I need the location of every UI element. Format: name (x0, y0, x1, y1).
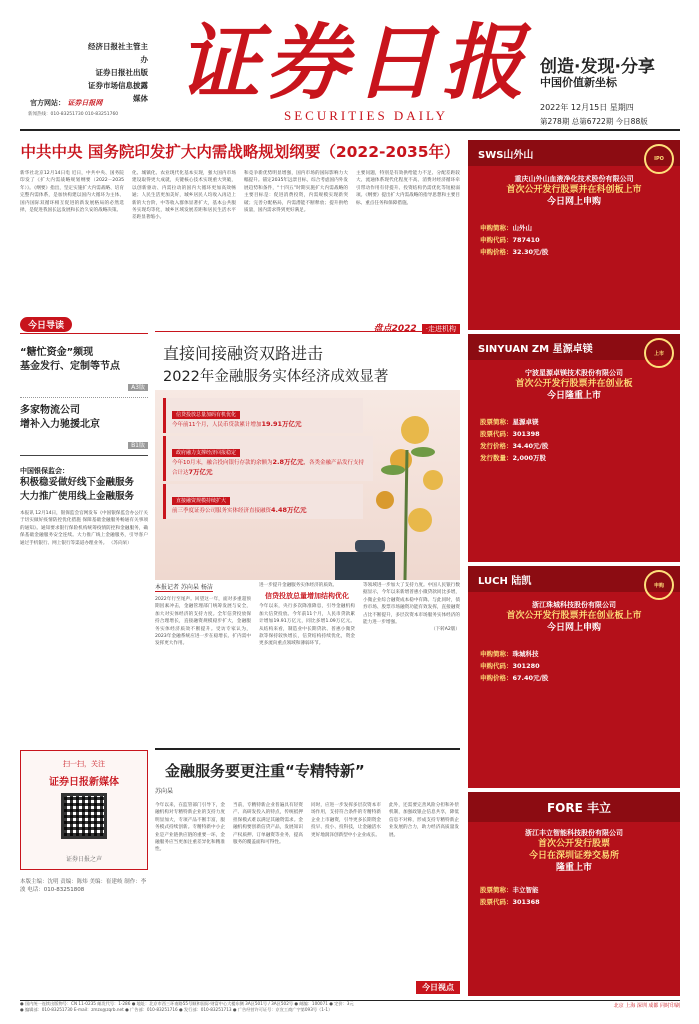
date-line: 2022年 12月15日 星期四 (540, 103, 634, 112)
stamp-icon: 上市 (644, 338, 674, 368)
ad-row-key: 股票简称： (480, 886, 513, 894)
info-3 (163, 484, 363, 519)
ad-row-key: 股票代码： (480, 430, 513, 438)
ad-row (468, 660, 680, 672)
header-rule (20, 129, 680, 131)
ad-row-key: 申购简称： (480, 650, 513, 658)
masthead-logo-text: 证券日报 (178, 15, 530, 111)
ad-row (468, 428, 680, 440)
ad-line2: 今日网上申购 (546, 197, 601, 207)
ad-zhucheng[interactable] (468, 566, 680, 788)
info-1-value: 19.91万亿元 (261, 420, 302, 428)
ad-row (468, 896, 680, 908)
ad-line1: 首次公开发行股票并在创业板上市 (506, 611, 642, 621)
info-3-text (172, 506, 357, 516)
ad-row-value: 787410 (512, 236, 540, 244)
footer-line-3: 北京 上海 深圳 成都 同时印刷 (613, 1003, 680, 1009)
info-2-text-mid: ，各类金融产品发行支持合计达 (172, 460, 365, 476)
website-logo[interactable]: 证券日报网 (67, 99, 103, 107)
info-2-value: 2.8万亿元 (272, 458, 304, 466)
guide-item-2[interactable] (20, 404, 148, 456)
today-tag: 今日视点 (416, 981, 460, 994)
ad-row (468, 672, 680, 684)
ad-brand: SWS山外山 (468, 140, 680, 166)
guide-item-1-title2: 基金发行、定制等节点 (20, 361, 120, 372)
app-box[interactable] (20, 750, 148, 870)
news-body (20, 510, 148, 736)
ad-row (468, 884, 680, 896)
info-1-label: 信贷投放总量加码有机优化 (172, 411, 240, 419)
ad-line2: 今日在深圳证券交易所 (528, 851, 619, 861)
ad-company: 浙江丰立智能科技股份有限公司 (525, 829, 623, 837)
feature-headline-1[interactable]: 直接间接融资双路进击 (163, 344, 324, 363)
lead-col-1: 新华社北京12月14日电 近日，中共中央、国务院印发了《扩大内需战略规划纲要（2022－2035年）》。《纲要》指出，坚定实施扩大内需战略、培育完整内需体系，是加快构建以国内大循环为主体、国内国际双循环相互促进的新发展格局的必然选择，是促进我国长远发展和长治久安的战略决策。 (20, 171, 124, 214)
ad-brand: FORE 丰立 (468, 792, 680, 822)
ad-line1: 首次公开发行股票 (537, 839, 610, 849)
slogan: 创造·发现·分享 (540, 57, 655, 77)
today-header (20, 316, 148, 334)
ad-row-value: 珠城科技 (512, 650, 539, 658)
opinion-col-4: 此外，还需要完善风险分担和补偿机制，加强政银企信息共享，降低信息不对称，形成支持专精特新企业发展的合力，助力经济高质量发展。 (389, 803, 459, 838)
ad-brand: SINYUAN ZM 星源卓镁 (468, 334, 680, 360)
ad-row-value: 丰立智能 (512, 886, 539, 894)
editor-line: 本版主编：沈明 责编：陈炜 美编：崔建岐 制作：李波 电话：010-83251808 (20, 879, 147, 893)
ad-row-value: 67.40元/股 (512, 674, 549, 682)
ad-row-key: 股票简称： (480, 418, 513, 426)
guide-item-1-page: A3版 (128, 384, 148, 391)
info-1-text-pre: 今年前11个月，人民币贷款累计增加 (172, 422, 262, 428)
feature-col-3-body: 等领域进一步加大了支持力度。中国人民银行数据显示，今年以来新增普惠小微贷款同比多增，小微企业综合融资成本稳中有降。与此同时，债券市场、股票市场融资功能有效发挥，直接融资占比不断提升，多层次资本市场服务实体经济的能力进一步增强。 (363, 583, 460, 626)
feature-col-2-top: 进一步提升金融服务实体经济的质效。 (259, 583, 338, 588)
ad-row-key: 申购价格： (480, 248, 513, 256)
info-1-text (172, 420, 357, 430)
ad-row (468, 222, 680, 234)
ad-company: 宁波星源卓镁技术股份有限公司 (525, 369, 623, 377)
ad-fengli[interactable] (468, 792, 680, 996)
ad-row (468, 440, 680, 452)
ad-row-value: 301368 (512, 898, 540, 906)
ad-shanwaishan[interactable] (468, 140, 680, 330)
info-2-text (172, 458, 367, 478)
ad-row-value: 301280 (512, 662, 540, 670)
ad-row (468, 452, 680, 464)
ad-row-key: 申购简称： (480, 224, 513, 232)
info-1 (163, 398, 363, 433)
info-2-text-pre: 今年10月末，融合投向银行存款的余额为 (172, 460, 273, 466)
opinion-byline: 苏向杲 (155, 788, 174, 795)
lead-story (20, 140, 460, 312)
opinion-col-1: 今年以来，在监管部门引导下，金融机构对专精特新企业的支持力度明显加大，专项产品不断丰富，服务模式持续创新。专精特新中小企业是产业链供应链的重要一环，金融服务应当更加注重差异化和精准性。 (155, 803, 225, 853)
app-box-line: 扫一扫，关注 (63, 760, 105, 768)
ad-row-key: 申购代码： (480, 662, 513, 670)
ad-row-value: 2,000万股 (512, 454, 547, 462)
ad-company: 浙江珠城科技股份有限公司 (532, 601, 616, 609)
news-title-1[interactable]: 积极稳妥做好线下金融服务 (20, 477, 135, 488)
opinion-col-2: 当前，专精特新企业普遍具有轻资产、高研发投入的特点，传统抵押担保模式难以满足其融资需求。金融机构要创新信贷产品，发展知识产权质押、订单融资等业务，提高服务的覆盖面和可得性。 (233, 803, 303, 846)
hotline: 新闻热线：010-83251730 010-83251760 (28, 112, 119, 117)
sponsor-line: 证券市场信息披露媒体 (88, 81, 148, 103)
ad-row-key: 申购代码： (480, 236, 513, 244)
feature-col-1: 2022年行至尾声。回望这一年，面对多重超预期因素冲击，金融管理部门统筹发展与安全，加大对实体经济的支持力度。全年信贷投放保持合理增长，直接融资规模稳步扩大，金融服务实体经济质效不断提升。受访专家认为，2023年金融系统应进一步在稳增长、扩内需中发挥更大作用。 (155, 597, 251, 647)
ad-row-value: 32.30元/股 (512, 248, 549, 256)
info-2 (163, 436, 373, 481)
ad-row-key: 股票代码： (480, 898, 513, 906)
ad-company: 重庆山外山血液净化技术股份有限公司 (514, 175, 634, 183)
feature-col-3-sign: （下转A2版） (430, 627, 460, 633)
feature-col-3 (363, 582, 460, 744)
ad-row-value: 山外山 (512, 224, 532, 232)
ad-line2: 今日网上申购 (546, 623, 601, 633)
feature-col-2 (259, 582, 355, 744)
slogan-sub: 中国价值新坐标 (540, 76, 617, 89)
masthead-english: SECURITIES DAILY (284, 108, 449, 123)
info-3-label: 直接融资规模持续扩大 (172, 497, 230, 505)
guide-item-1[interactable] (20, 346, 148, 398)
ads-column (468, 140, 680, 996)
sponsor-line: 经济日报社主管主办 (88, 42, 148, 64)
opinion-col-3: 同时，应进一步发挥多层次资本市场作用，支持符合条件的专精特新企业上市融资，引导更多长期资金投早、投小、投科技，让金融活水更好地润泽创新型中小企业成长。 (311, 803, 381, 838)
ad-row-value: 星源卓镁 (512, 418, 539, 426)
banner-kicker: 盘点2022 (373, 324, 417, 334)
ad-row-value: 34.40元/股 (512, 442, 549, 450)
left-sidebar (20, 316, 148, 996)
info-3-text-pre: 前三季度证券公司服务实体经济直接融资 (172, 508, 272, 514)
website-row (30, 98, 170, 108)
today-label: 今日导读 (20, 317, 72, 332)
guide-item-2-title: 多家物流公司 (20, 405, 80, 416)
lead-col-3: 和竞争新优势明显增强，国内市场的国际影响力大幅提升。锚定2035年远景目标，综合考虑国内外发展趋势和条件，“十四五”时期实施扩大内需战略的主要目标是：促进消费投资，内需规模实现新突破；完善分配格局，内需潜能不断释放；提升供给质量，国内需求得到更好满足。 (244, 171, 348, 214)
info-3-value: 4.48万亿元 (271, 506, 307, 514)
lead-col-2: 化、城镇化、农业现代化基本实现，强大国内市场建设取得更大成就，关键核心技术实现重大突破，以创新驱动、内需拉动的国内大循环更加高效畅通；人民生活更加美好，城乡居民人均收入再迈上新的大台阶，中等收入群体显著扩大，基本公共服务实现均等化，城乡区域发展差距和居民生活水平差距显著缩小。 (132, 171, 236, 221)
news-kicker: 中国银保监会： (20, 467, 69, 475)
feature-illustration (155, 390, 460, 580)
feature-story (155, 316, 460, 744)
ad-line2: 今日隆重上市 (546, 391, 601, 401)
info-2-value2: 7万亿元 (188, 468, 213, 476)
app-box-line: 证券日报新媒体 (49, 777, 119, 788)
feature-headline-2[interactable]: 2022年金融服务实体经济成效显著 (163, 369, 389, 385)
footer (20, 1000, 680, 1022)
feature-col-2-body: 今年以来，央行多次降准降息，引导金融机构加大信贷投放。今年前11个月，人民币贷款累计增加19.91万亿元，同比多增1.09万亿元。从结构来看，制造业中长期贷款、普惠小微贷款等保持较快增长，信贷结构持续优化，资金更多流向重点领域和薄弱环节。 (259, 604, 355, 647)
ad-xingyuan[interactable] (468, 334, 680, 562)
website-label: 官方网站： (30, 99, 65, 107)
ad-row-value: 301398 (512, 430, 540, 438)
app-box-caption: 证券日报之声 (65, 856, 102, 863)
ad-line1: 首次公开发行股票并在创业板 (515, 379, 633, 389)
guide-item-2-page: B1版 (128, 442, 148, 449)
opinion (155, 748, 460, 996)
ad-row-key: 发行数量： (480, 454, 513, 462)
feature-byline: 本报记者 苏向杲 杨洁 (155, 584, 213, 591)
sponsor-lines (84, 40, 148, 105)
header-area (0, 0, 699, 140)
ad-row-key: 发行价格： (480, 442, 513, 450)
feature-banner (155, 316, 460, 332)
sponsor-line: 证券日报社出版 (95, 68, 148, 77)
news-author: （苏向杲） (108, 540, 132, 546)
footer-line-1: ● 国内统一连续出版物号：CN 11-0235 邮发代号：1-286 ● 地址：北京市西三环南路55号顺和国际·财富中心大楼东侧 3A区501号 / 3A区502号 ● 邮编：100071 ● 定价：3元 (20, 1001, 354, 1006)
guide-item-2-title2: 增补入力驰援北京 (20, 419, 100, 430)
ad-row-key: 申购价格： (480, 674, 513, 682)
lead-col-4: 主要问题，特别是有效供给能力不足、分配差距较大、流通体系现代化程度不高、消费对经济循环牵引带动作用有待提升、投资结构仍需优化等短板弱项。《纲要》提出扩大内需战略的指导思想和主要目标、重点任务和保障措施。 (356, 171, 460, 206)
guide-item-1-title: “糖忙资金”频现 (20, 347, 94, 358)
info-2-label: 政府融力支撑经济回报稳定 (172, 449, 240, 457)
news-title-2[interactable]: 大力推广使用线上金融服务 (20, 491, 135, 502)
feature-col-2-head: 信贷投放总量增加结构优化 (265, 592, 349, 601)
lead-headline[interactable]: 中共中央 国务院印发扩大内需战略规划纲要（2022-2035年） (20, 143, 460, 161)
issue-line: 第278期 总第6722期 今日88版 (540, 117, 648, 126)
ad-row (468, 648, 680, 660)
opinion-headline[interactable]: 金融服务要更注重“专精特新” (165, 762, 365, 780)
news-body-text: 本报讯 12月14日，银保监会官网发布《中国银保监会办公厅关于切实做好疫情防控优化措施 保障基础金融服务畅通有关事项的通知》。通知要求银行保险机构统筹疫情防控和金融服务，确保基础金融服务安全连续。大力推广线上金融服务，引导客户通过手机银行、网上银行等渠道办理业务。 (20, 511, 148, 546)
stamp-icon: 申购 (644, 570, 674, 600)
ad-line3: 隆重上市 (555, 863, 592, 873)
qr-code (61, 793, 107, 839)
ad-row (468, 416, 680, 428)
footer-line-2: ● 编辑部：010-83251730 E-mail：zmzx@zqrb.net ● 广告部：010-83251716 ● 发行部：010-83251713 ● 广告经营许可证号：京宣工商广字第093号（1-1） (20, 1007, 333, 1012)
ad-line1: 首次公开发行股票并在科创板上市 (506, 185, 642, 195)
banner-sub: ·走进机构 (422, 324, 460, 334)
ad-row (468, 246, 680, 258)
ad-brand: LUCH 陆凯 (468, 566, 680, 592)
stamp-icon: IPO (644, 144, 674, 174)
ad-row (468, 234, 680, 246)
